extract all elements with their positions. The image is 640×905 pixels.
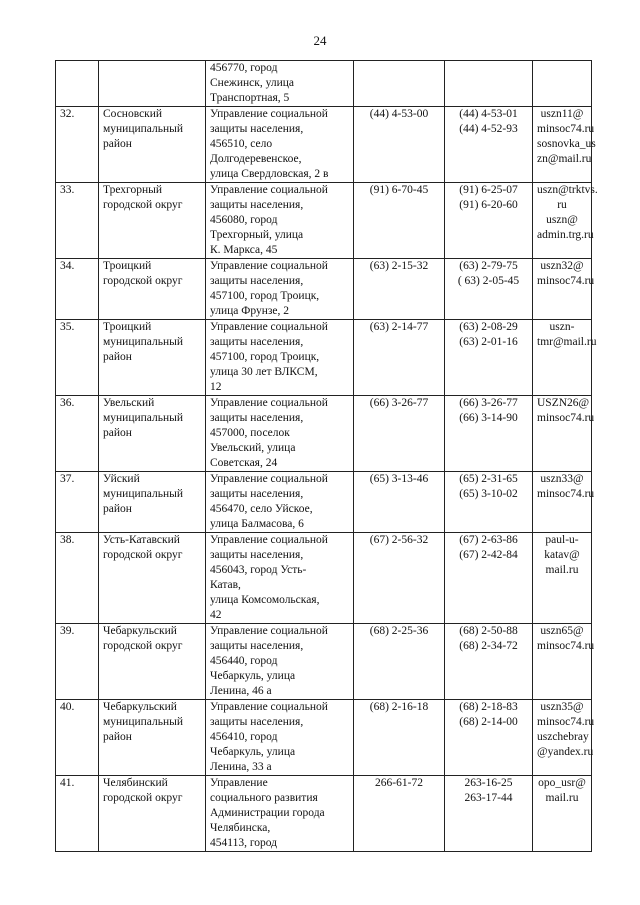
- row-number: 32.: [56, 107, 99, 183]
- fax-line: (44) 4-53-01: [459, 108, 518, 120]
- address-line: улица 30 лет ВЛКСМ,: [210, 366, 318, 378]
- address-cell: [206, 259, 354, 320]
- address-line: улица Свердловская, 2 в: [210, 168, 329, 180]
- email-line: paul-u-: [545, 534, 579, 546]
- district-line: городской округ: [103, 640, 183, 652]
- district-cell: [99, 259, 206, 320]
- email-line: uszn32@: [540, 260, 584, 272]
- address-line: социального развития: [210, 792, 318, 804]
- address-line: защиты населения,: [210, 123, 304, 135]
- district-cell: [99, 320, 206, 396]
- row-number: 37.: [56, 472, 99, 533]
- email-line: USZN26@: [537, 397, 590, 409]
- address-line: Чебаркуль, улица: [210, 746, 296, 758]
- email-line: minsoc74.ru: [537, 123, 595, 135]
- district-line: Усть-Катавский: [103, 534, 180, 546]
- email-line: uszn@trktvs.: [537, 184, 598, 196]
- fax-cell: [445, 61, 533, 107]
- email-line: minsoc74.ru: [537, 412, 595, 424]
- address-line: Увельский, улица: [210, 442, 296, 454]
- fax-line: (66) 3-14-90: [459, 412, 518, 424]
- address-line: 457000, поселок: [210, 427, 290, 439]
- phone-cell: [354, 320, 445, 396]
- email-cell: [533, 624, 595, 700]
- address-line: защиты населения,: [210, 549, 304, 561]
- row-number: 41.: [56, 776, 99, 852]
- email-line: katav@: [544, 549, 580, 561]
- email-line: tmr@mail.ru: [537, 336, 597, 348]
- district-line: муниципальный: [103, 716, 184, 728]
- address-line: 456410, город: [210, 731, 278, 743]
- address-line: защиты населения,: [210, 336, 304, 348]
- email-cell: [533, 107, 596, 183]
- address-line: 457100, город Троицк,: [210, 290, 320, 302]
- district-line: район: [103, 731, 132, 743]
- address-line: 454113, город: [210, 837, 278, 849]
- address-line: 456440, город: [210, 655, 278, 667]
- fax-line: (68) 2-18-83: [459, 701, 518, 713]
- fax-cell: [445, 700, 533, 776]
- phone-cell: [354, 624, 445, 700]
- address-cell: [206, 472, 354, 533]
- fax-line: (63) 2-01-16: [459, 336, 518, 348]
- phone-cell: [354, 700, 445, 776]
- fax-line: (68) 2-14-00: [459, 716, 518, 728]
- address-cell: [206, 396, 354, 472]
- address-cell: [206, 624, 354, 700]
- address-line: Управление социальной: [210, 397, 328, 409]
- fax-line: (91) 6-20-60: [459, 199, 518, 211]
- email-line: admin.trg.ru: [537, 229, 594, 241]
- fax-line: (66) 3-26-77: [459, 397, 518, 409]
- district-line: городской округ: [103, 792, 183, 804]
- fax-line: (63) 2-08-29: [459, 321, 518, 333]
- address-line: К. Маркса, 45: [210, 244, 278, 256]
- email-cell: [533, 183, 598, 259]
- address-line: защиты населения,: [210, 412, 304, 424]
- district-cell: [99, 396, 206, 472]
- address-line: 456770, город: [210, 62, 278, 74]
- table-row: [56, 320, 592, 396]
- address-line: Челябинска,: [210, 822, 271, 834]
- fax-line: ( 63) 2-05-45: [457, 275, 520, 287]
- phone-cell: [354, 259, 445, 320]
- email-cell: [533, 533, 592, 624]
- address-line: 456080, город: [210, 214, 278, 226]
- district-line: муниципальный: [103, 488, 184, 500]
- phone-line: (44) 4-53-00: [369, 108, 429, 120]
- fax-cell: [445, 259, 533, 320]
- fax-cell: [445, 107, 533, 183]
- row-number: 33.: [56, 183, 99, 259]
- phone-line: (68) 2-16-18: [369, 701, 429, 713]
- address-line: 12: [210, 381, 222, 393]
- district-cell: [99, 472, 206, 533]
- address-cell: [206, 776, 354, 852]
- phone-cell: [354, 61, 445, 107]
- district-line: район: [103, 427, 132, 439]
- email-line: zn@mail.ru: [537, 153, 592, 165]
- fax-line: (63) 2-79-75: [459, 260, 518, 272]
- address-line: Управление социальной: [210, 701, 328, 713]
- address-line: Чебаркуль, улица: [210, 670, 296, 682]
- address-line: Управление социальной: [210, 473, 328, 485]
- email-line: minsoc74.ru: [537, 275, 595, 287]
- address-line: Советская, 24: [210, 457, 278, 469]
- address-line: 457100, город Троицк,: [210, 351, 320, 363]
- row-number: [56, 61, 99, 107]
- email-cell: [533, 320, 597, 396]
- table-row: [56, 396, 592, 472]
- email-line: uszn33@: [540, 473, 584, 485]
- email-line: mail.ru: [545, 564, 579, 576]
- email-line: ru: [557, 199, 567, 211]
- fax-cell: [445, 472, 533, 533]
- email-cell: [533, 700, 595, 776]
- address-line: Катав,: [210, 579, 241, 591]
- fax-cell: [445, 183, 533, 259]
- address-line: защиты населения,: [210, 488, 304, 500]
- district-cell: [99, 61, 206, 107]
- fax-cell: [445, 624, 533, 700]
- district-line: Троицкий: [103, 321, 152, 333]
- email-line: uszchebray: [537, 731, 589, 743]
- email-cell: [533, 396, 595, 472]
- email-line: uszn11@: [540, 108, 584, 120]
- address-line: 456510, село: [210, 138, 273, 150]
- row-number: 36.: [56, 396, 99, 472]
- district-line: муниципальный: [103, 336, 184, 348]
- email-line: @yandex.ru: [537, 746, 594, 758]
- address-line: защиты населения,: [210, 716, 304, 728]
- phone-cell: [354, 776, 445, 852]
- email-line: minsoc74.ru: [537, 488, 595, 500]
- address-line: защиты населения,: [210, 199, 304, 211]
- fax-cell: [445, 320, 533, 396]
- fax-line: (67) 2-63-86: [459, 534, 518, 546]
- district-line: район: [103, 138, 132, 150]
- address-line: 42: [210, 609, 222, 621]
- phone-cell: [354, 472, 445, 533]
- address-line: 456470, село Уйское,: [210, 503, 313, 515]
- address-line: Управление социальной: [210, 534, 328, 546]
- district-line: район: [103, 351, 132, 363]
- table-row: [56, 472, 592, 533]
- phone-cell: [354, 183, 445, 259]
- table-row: [56, 259, 592, 320]
- fax-line: (65) 3-10-02: [459, 488, 518, 500]
- address-line: Управление социальной: [210, 184, 328, 196]
- phone-cell: [354, 533, 445, 624]
- district-line: Увельский: [103, 397, 155, 409]
- email-line: opo_usr@: [538, 777, 586, 789]
- district-line: муниципальный: [103, 123, 184, 135]
- address-line: Трехгорный, улица: [210, 229, 304, 241]
- fax-line: (91) 6-25-07: [459, 184, 518, 196]
- address-line: улица Балмасова, 6: [210, 518, 304, 530]
- row-number: 35.: [56, 320, 99, 396]
- address-line: 456043, город Усть-: [210, 564, 307, 576]
- fax-cell: [445, 396, 533, 472]
- phone-line: (67) 2-56-32: [369, 534, 429, 546]
- table-row: [56, 533, 592, 624]
- district-line: Трехгорный: [103, 184, 163, 196]
- table-row: [56, 183, 592, 259]
- fax-line: (65) 2-31-65: [459, 473, 518, 485]
- address-cell: [206, 700, 354, 776]
- table-row: [56, 776, 592, 852]
- fax-line: (44) 4-52-93: [459, 123, 518, 135]
- district-cell: [99, 700, 206, 776]
- fax-line: (67) 2-42-84: [459, 549, 518, 561]
- address-cell: [206, 61, 354, 107]
- row-number: 34.: [56, 259, 99, 320]
- district-cell: [99, 533, 206, 624]
- table-row: [56, 61, 592, 107]
- fax-cell: [445, 776, 533, 852]
- district-cell: [99, 624, 206, 700]
- email-line: mail.ru: [545, 792, 579, 804]
- district-line: Сосновский: [103, 108, 163, 120]
- address-cell: [206, 320, 354, 396]
- address-line: защиты населения,: [210, 640, 304, 652]
- email-line: uszn-: [549, 321, 575, 333]
- address-line: Ленина, 33 а: [210, 761, 272, 773]
- district-line: городской округ: [103, 199, 183, 211]
- phone-line: (91) 6-70-45: [369, 184, 429, 196]
- email-line: minsoc74.ru: [537, 716, 595, 728]
- email-line: uszn65@: [540, 625, 584, 637]
- district-line: Чебаркульский: [103, 701, 177, 713]
- fax-line: 263-17-44: [464, 792, 513, 804]
- phone-line: (66) 3-26-77: [369, 397, 429, 409]
- address-line: улица Фрунзе, 2: [210, 305, 290, 317]
- fax-line: 263-16-25: [464, 777, 513, 789]
- phone-cell: [354, 396, 445, 472]
- phone-line: (63) 2-15-32: [369, 260, 429, 272]
- district-cell: [99, 107, 206, 183]
- email-line: minsoc74.ru: [537, 640, 595, 652]
- email-cell: [533, 259, 595, 320]
- fax-cell: [445, 533, 533, 624]
- social-protection-offices-table: [55, 60, 598, 852]
- row-number: 39.: [56, 624, 99, 700]
- email-line: uszn35@: [540, 701, 584, 713]
- address-line: Транспортная, 5: [210, 92, 290, 104]
- email-line: sosnovka_us: [537, 138, 596, 150]
- address-cell: [206, 533, 354, 624]
- row-number: 38.: [56, 533, 99, 624]
- address-cell: [206, 183, 354, 259]
- email-cell: [533, 61, 592, 107]
- table-row: [56, 624, 592, 700]
- address-line: Управление социальной: [210, 625, 328, 637]
- phone-line: (68) 2-25-36: [369, 625, 429, 637]
- email-cell: [533, 776, 592, 852]
- address-line: Управление социальной: [210, 321, 328, 333]
- address-line: Снежинск, улица: [210, 77, 295, 89]
- district-line: городской округ: [103, 275, 183, 287]
- address-line: Управление социальной: [210, 260, 328, 272]
- address-line: Долгодеревенское,: [210, 153, 302, 165]
- district-cell: [99, 776, 206, 852]
- fax-line: (68) 2-50-88: [459, 625, 518, 637]
- district-line: городской округ: [103, 549, 183, 561]
- table-row: [56, 700, 592, 776]
- row-number: 40.: [56, 700, 99, 776]
- address-line: Управление: [210, 777, 268, 789]
- district-line: Уйский: [103, 473, 140, 485]
- address-line: Управление социальной: [210, 108, 328, 120]
- district-line: Чебаркульский: [103, 625, 177, 637]
- address-line: защиты населения,: [210, 275, 304, 287]
- address-line: Ленина, 46 а: [210, 685, 272, 697]
- phone-line: (63) 2-14-77: [369, 321, 429, 333]
- email-line: uszn@: [546, 214, 578, 226]
- address-line: улица Комсомольская,: [210, 594, 320, 606]
- district-line: район: [103, 503, 132, 515]
- address-line: Администрации города: [210, 807, 325, 819]
- district-cell: [99, 183, 206, 259]
- page-number: 24: [313, 33, 327, 48]
- phone-line: (65) 3-13-46: [369, 473, 429, 485]
- address-cell: [206, 107, 354, 183]
- district-line: Троицкий: [103, 260, 152, 272]
- district-line: муниципальный: [103, 412, 184, 424]
- email-cell: [533, 472, 595, 533]
- phone-line: 266-61-72: [375, 777, 423, 789]
- district-line: Челябинский: [103, 777, 168, 789]
- fax-line: (68) 2-34-72: [459, 640, 518, 652]
- table-row: [56, 107, 592, 183]
- phone-cell: [354, 107, 445, 183]
